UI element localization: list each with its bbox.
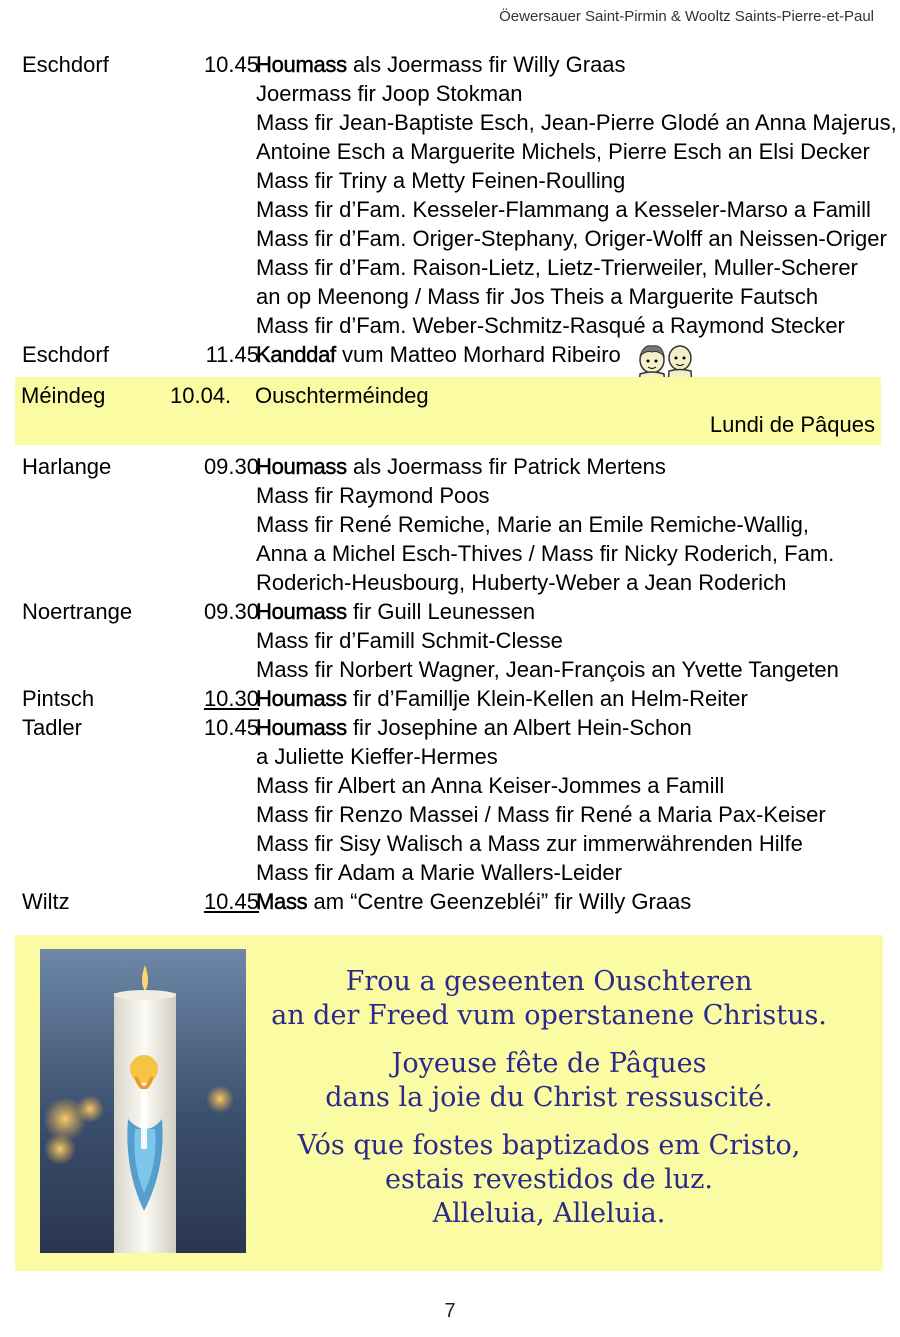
schedule-entry xyxy=(22,713,882,887)
entry-time xyxy=(174,597,259,626)
intention-text: Mass fir Albert an Anna Keiser-Jommes a Famill xyxy=(256,773,725,798)
greeting-french xyxy=(247,1047,851,1115)
service-type: Mass xyxy=(256,889,308,914)
intention-text: Mass fir Adam a Marie Wallers-Leider xyxy=(256,860,622,885)
schedule-block-easter-monday xyxy=(22,452,882,916)
intention-text: Antoine Esch a Marguerite Michels, Pierre Esch an Elsi Decker xyxy=(256,139,870,164)
intention-line xyxy=(256,742,882,771)
entry-intentions xyxy=(256,452,882,597)
intention-text: fir Josephine an Albert Hein-Schon xyxy=(346,715,692,740)
easter-candle-image xyxy=(40,949,246,1253)
intention-text: Mass fir Triny a Metty Feinen-Roulling xyxy=(256,168,626,193)
intention-line xyxy=(256,539,882,568)
intention-line xyxy=(256,195,882,224)
entry-time-text: 10.45 xyxy=(203,715,259,740)
entry-place: Pintsch xyxy=(22,686,95,711)
entry-place: Tadler xyxy=(22,715,82,740)
intention-text: Mass fir d’Fam. Weber-Schmitz-Rasqué a Raymond Stecker xyxy=(256,313,845,338)
entry-place: Eschdorf xyxy=(22,342,109,367)
service-type: Houmass xyxy=(256,686,347,711)
service-type: Kanddaf xyxy=(256,342,336,367)
greeting-luxembourgish xyxy=(247,965,851,1033)
greeting-line: an der Freed vum operstanene Christus. xyxy=(271,1000,827,1031)
intention-text: Mass fir Jean-Baptiste Esch, Jean-Pierre Glodé an Anna Majerus, xyxy=(256,110,897,135)
intention-line xyxy=(256,166,882,195)
day-banner-easter-monday xyxy=(15,377,881,445)
intention-line xyxy=(256,481,882,510)
intention-line xyxy=(256,137,882,166)
intention-text: als Joermass fir Willy Graas xyxy=(346,52,626,77)
intention-line xyxy=(256,79,882,108)
intention-line xyxy=(256,713,882,742)
intention-text: Mass fir d’Fam. Kesseler-Flammang a Kesseler-Marso a Famill xyxy=(256,197,871,222)
intention-text: Joermass fir Joop Stokman xyxy=(256,81,523,106)
intention-line xyxy=(256,858,882,887)
entry-place: Harlange xyxy=(22,454,112,479)
schedule-entry xyxy=(22,684,882,713)
intention-line xyxy=(256,655,882,684)
intention-line xyxy=(256,340,882,369)
greeting-line: Alleluia, Alleluia. xyxy=(432,1198,666,1229)
intention-text: Anna a Michel Esch-Thives / Mass fir Nicky Roderich, Fam. xyxy=(256,541,835,566)
greeting-line: estais revestidos de luz. xyxy=(385,1164,713,1195)
intention-line xyxy=(256,510,882,539)
intention-line xyxy=(256,224,887,253)
intention-line xyxy=(256,626,882,655)
intention-text: Mass fir Norbert Wagner, Jean-François an Yvette Tangeten xyxy=(256,657,839,682)
intention-line xyxy=(256,771,882,800)
entry-place: Eschdorf xyxy=(22,52,109,77)
entry-intentions xyxy=(256,340,882,369)
entry-time xyxy=(174,340,259,369)
intention-text: a Juliette Kieffer-Hermes xyxy=(256,744,498,769)
service-type: Houmass xyxy=(256,599,347,624)
service-type: Houmass xyxy=(256,52,347,77)
intention-line xyxy=(256,597,882,626)
intention-text: vum Matteo Morhard Ribeiro xyxy=(335,342,621,367)
schedule-entry xyxy=(22,597,882,684)
intention-line xyxy=(256,50,882,79)
entry-time-text: 10.30 xyxy=(203,686,259,711)
service-type: Houmass xyxy=(256,454,347,479)
schedule-entry xyxy=(22,50,897,340)
intention-line xyxy=(256,108,897,137)
entry-time xyxy=(174,452,259,481)
intention-text: Mass fir Renzo Massei / Mass fir René a Maria Pax-Keiser xyxy=(256,802,826,827)
intention-line xyxy=(256,684,882,713)
entry-time-text: 10.45 xyxy=(203,889,259,914)
entry-intentions xyxy=(256,684,882,713)
greeting-line: Frou a geseenten Ouschteren xyxy=(345,966,753,997)
day-name: Méindeg xyxy=(21,383,106,408)
intention-line xyxy=(256,829,882,858)
schedule-block-easter-sunday xyxy=(22,50,897,369)
intention-text: Roderich-Heusbourg, Huberty-Weber a Jean Roderich xyxy=(256,570,787,595)
intention-line xyxy=(256,311,882,340)
easter-greeting-box xyxy=(15,935,883,1271)
entry-time xyxy=(174,713,259,742)
greeting-line: dans la joie du Christ ressuscité. xyxy=(325,1082,773,1113)
entry-time-text: 09.30 xyxy=(203,454,259,479)
entry-place: Noertrange xyxy=(22,599,133,624)
greeting-portuguese xyxy=(247,1129,851,1231)
intention-text: an op Meenong / Mass fir Jos Theis a Marguerite Fautsch xyxy=(256,284,819,309)
entry-intentions xyxy=(256,887,882,916)
intention-text: fir d’Famillje Klein-Kellen an Helm-Reiter xyxy=(346,686,748,711)
intention-text: Mass fir d’Fam. Origer-Stephany, Origer-Wolff an Neissen-Origer xyxy=(256,226,887,251)
schedule-entry xyxy=(22,340,882,369)
page-header: Öewersauer Saint-Pirmin & Wooltz Saints-Pierre-et-Paul xyxy=(499,8,874,25)
schedule-entry xyxy=(22,887,882,916)
service-type: Houmass xyxy=(256,715,347,740)
intention-line xyxy=(256,800,882,829)
greeting-line: Joyeuse fête de Pâques xyxy=(391,1048,707,1079)
entry-time-text: 10.45 xyxy=(203,52,259,77)
day-title: Ouschterméindeg xyxy=(255,383,429,408)
greeting-text xyxy=(247,965,851,1245)
intention-text: am “Centre Geenzebléi” fir Willy Graas xyxy=(307,889,692,914)
greeting-line: Vós que fostes baptizados em Cristo, xyxy=(297,1130,801,1161)
intention-line xyxy=(256,887,882,916)
day-title-french: Lundi de Pâques xyxy=(709,412,875,437)
intention-text: Mass fir René Remiche, Marie an Emile Remiche-Wallig, xyxy=(256,512,810,537)
entry-place: Wiltz xyxy=(22,889,70,914)
intention-text: Mass fir Raymond Poos xyxy=(256,483,490,508)
entry-intentions xyxy=(256,50,897,340)
intention-line xyxy=(256,568,882,597)
entry-time xyxy=(174,50,259,79)
entry-time xyxy=(174,684,259,713)
entry-intentions xyxy=(256,597,882,684)
entry-intentions xyxy=(256,713,882,887)
intention-text: Mass fir d’Fam. Raison-Lietz, Lietz-Trierweiler, Muller-Scherer xyxy=(256,255,858,280)
day-date: 10.04. xyxy=(170,383,232,408)
page-number: 7 xyxy=(444,1300,456,1322)
entry-time-text: 09.30 xyxy=(203,599,259,624)
intention-line xyxy=(256,253,882,282)
intention-text: Mass fir Sisy Walisch a Mass zur immerwährenden Hilfe xyxy=(256,831,803,856)
intention-text: Mass fir d’Famill Schmit-Clesse xyxy=(256,628,563,653)
intention-line xyxy=(256,452,882,481)
entry-time-text: 11.45 xyxy=(205,342,259,367)
entry-time xyxy=(174,887,259,916)
intention-text: als Joermass fir Patrick Mertens xyxy=(346,454,666,479)
intention-text: fir Guill Leunessen xyxy=(346,599,536,624)
schedule-entry xyxy=(22,452,882,597)
intention-line xyxy=(256,282,882,311)
